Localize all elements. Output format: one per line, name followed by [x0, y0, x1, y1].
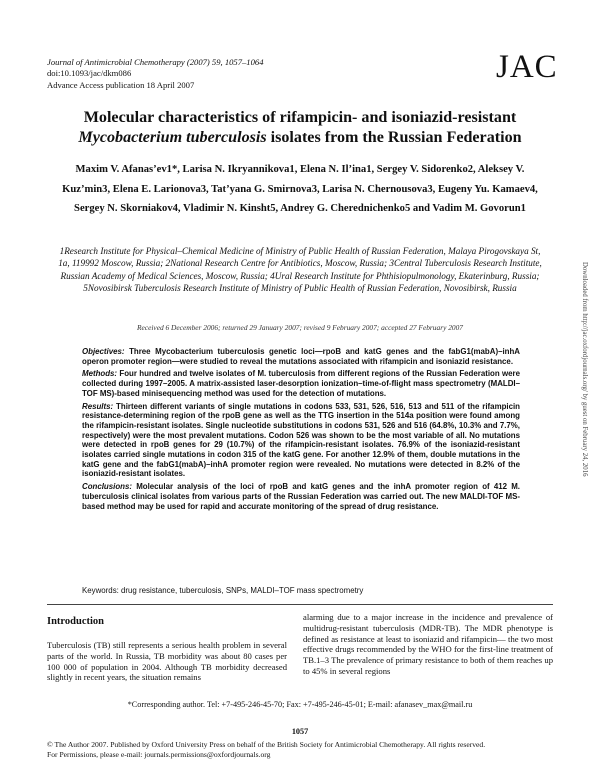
journal-header — [47, 57, 347, 91]
abstract — [82, 347, 520, 514]
jac-logo: JAC — [496, 49, 558, 85]
abstract-results — [82, 402, 520, 480]
doi[interactable]: doi:10.1093/jac/dkm086 — [47, 68, 132, 79]
results-label: Results: — [82, 401, 114, 411]
keywords: Keywords: drug resistance, tuberculosis, SNPs, MALDI–TOF mass spectrometry — [82, 586, 364, 595]
title-italic: Mycobacterium tuberculosis — [78, 129, 267, 146]
advance-access-date: Advance Access publication 18 April 2007 — [47, 79, 195, 90]
intro-column-1: Tuberculosis (TB) still represents a serious health problem in several parts of the world. In Russia, TB morbidity was about 80 cases per 100 000 of population in 2004. Although TB morbidity decreased slightly in recent years, the situation remains — [47, 640, 287, 683]
download-watermark-text: Downloaded from http://jac.oxfordjournals.org/ by guest on February 24, 2016 — [581, 262, 588, 477]
received-dates: Received 6 December 2006; returned 29 January 2007; revised 9 February 2007; accepted 27 February 2007 — [137, 323, 463, 332]
page-number: 1057 — [291, 727, 309, 736]
abstract-objectives — [82, 347, 520, 366]
section-divider — [47, 604, 553, 605]
copyright — [47, 740, 557, 761]
journal-citation: Journal of Antimicrobial Chemotherapy (2007) 59, 1057–1064 — [47, 57, 264, 67]
conclusions-text: Molecular analysis of the loci of rpoB and katG genes and the inhA promoter region of 412 M. tuberculosis clinical isolates from various parts of the Russian Federation was carried out. The new MALDI-TOF MS-based method may be used for rapid and accurate monitoring of the spread of drug resistance. — [82, 482, 520, 511]
introduction-heading: Introduction — [47, 616, 104, 627]
objectives-text: Three Mycobacterium tuberculosis genetic loci—rpoB and katG genes and the fabG1(mabA)–inhA operon promoter region—were studied to reveal the mutations associated with rifampicin and isoniazid resistance. — [82, 347, 520, 366]
objectives-label: Objectives: — [82, 347, 125, 356]
methods-text: Four hundred and twelve isolates of M. tuberculosis from different regions of the Russian Federation were collected during 1997–2005. A matrix-assisted laser-desorption ionization–time-of-flight mass spectrometry (MALDI–TOF MS)-based minisequencing method was used for the detection of mutations. — [82, 369, 520, 398]
abstract-methods — [82, 369, 520, 398]
author-list: Maxim V. Afanas’ev1*, Larisa N. Ikryannikova1, Elena N. Il’ina1, Sergey V. Sidorenko2, Aleksey V. Kuz’min3, Elena E. Larionova3, Tat’yana G. Smirnova3, Larisa N. Chernousova3, Eugeny Yu. Kamaev4, Sergey N. Skorniakov4, Vladimir N. Kinsht5, Andrey G. Cherednichenko5 and Vadim M. Govorun1 — [62, 164, 538, 214]
abstract-conclusions — [82, 482, 520, 511]
intro-column-2: alarming due to a major increase in the incidence and prevalence of multidrug-resistant tuberculosis (MDR-TB). The MDR phenotype is defined as resistance at least to isoniazid and rifampicin— the two most effective drugs recommended by the WHO for the first-line treatment of TB.1–3 The prevalence of primary resistance to both of them reaches up to 45% in several regions — [303, 612, 553, 676]
results-text: Thirteen different variants of single mutations in codons 533, 531, 526, 516, 513 and 511 of the rifampicin resistance-determining region of the rpoB gene as well as the TTG insertion in the 514a position were found among the rifampicin-resistant isolates. Single nucleotide substitutions in codons 531, 526 and 516 (64.8%, 10.3% and 7.7%, respectively) were the most prevalent mutations. Codon 526 was shown to be the most variable of all. No mutations were detected in rpoB genes for 29 (10.7%) of the rifampicin-resistant isolates. 76.9% of the isoniazid-resistant isolates carried single mutations in codon 315 of the katG gene. For another 12.9% of them, double mutations in the katG gene and the fabG1(mabA)–inhA promoter region were revealed. No mutations were detected in 8.2% of the isoniazid-resistant isolates. — [82, 401, 520, 479]
affiliations: 1Research Institute for Physical–Chemical Medicine of Ministry of Public Health of Russian Federation, Malaya Pirogovskaya St, 1a, 119992 Moscow, Russia; 2National Research Centre for Antibiotics, Moscow, Russia; 3Central Tuberculosis Research Institute, Russian Academy of Medical Sciences, Moscow, Russia; 4Ural Research Institute for Phthisiopulmonology, Ekaterinburg, Russia; 5Novosibirsk Tuberculosis Research Institute of Ministry of Public Health of Russian Federation, Novosibirsk, Russia — [58, 246, 542, 293]
corresponding-author-footnote: *Corresponding author. Tel: +7-495-246-45-70; Fax: +7-495-246-45-01; E-mail: afanasev_max@mail.ru — [127, 700, 473, 709]
methods-label: Methods: — [82, 369, 118, 379]
permissions-line: For Permissions, please e-mail: journals.permissions@oxfordjournals.org — [47, 750, 271, 760]
article-title — [70, 108, 530, 148]
copyright-line-1: © The Author 2007. Published by Oxford University Press on behalf of the British Society for Antimicrobial Chemotherapy. All rights reserved. — [47, 740, 486, 749]
title-line-2: isolates from the Russian Federation — [266, 129, 522, 146]
title-line-1: Molecular characteristics of rifampicin- and isoniazid-resistant — [83, 109, 517, 126]
conclusions-label: Conclusions: — [82, 482, 132, 492]
download-watermark — [576, 262, 590, 562]
